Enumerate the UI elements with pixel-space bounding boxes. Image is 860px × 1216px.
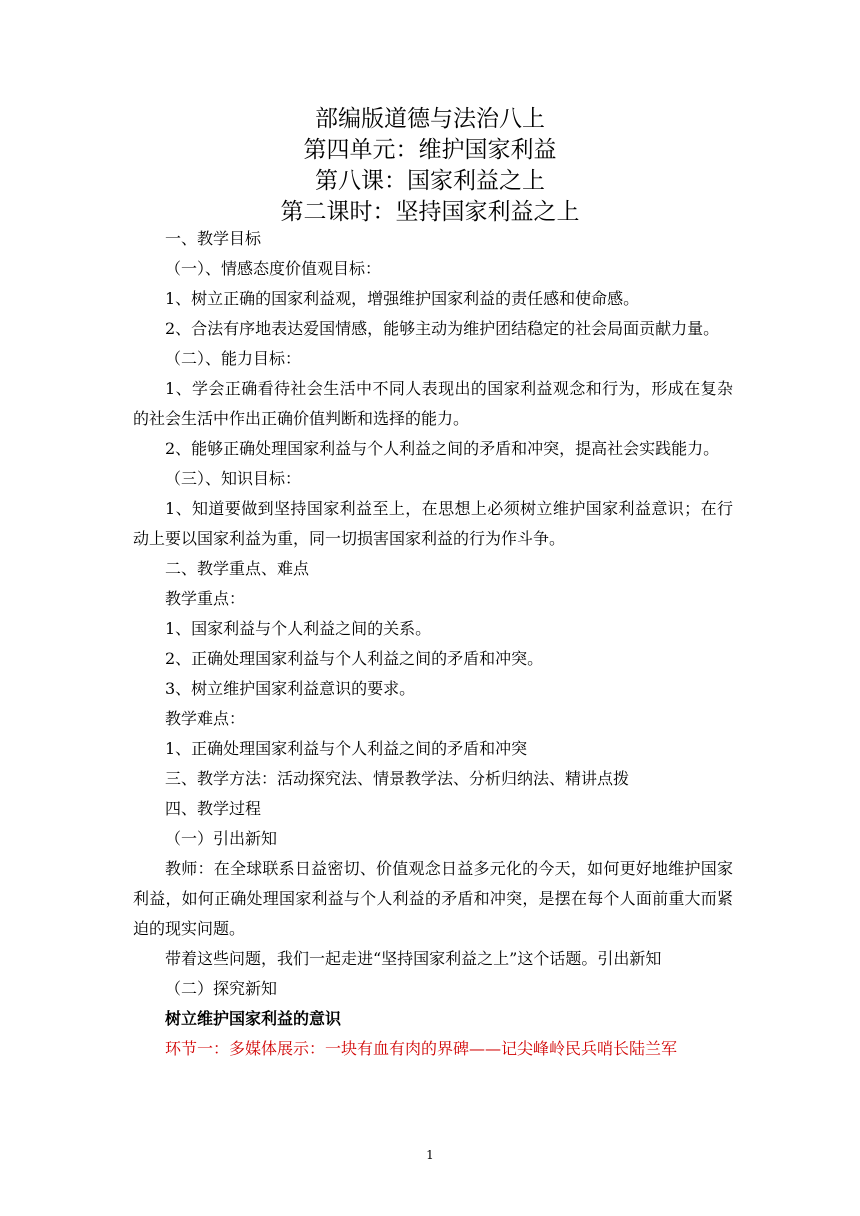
subsection-heading: （一）引出新知 — [165, 829, 278, 848]
paragraph: 1、正确处理国家利益与个人利益之间的矛盾和冲突 — [165, 739, 528, 758]
paragraph: 1、知道要做到坚持国家利益至上，在思想上必须树立维护国家利益意识；在行动上要以国家利益为重，同一切损害国家利益的行为作斗争。 — [133, 499, 733, 548]
paragraph: 2、合法有序地表达爱国情感，能够主动为维护团结稳定的社会局面贡献力量。 — [165, 319, 720, 338]
paragraph: 2、正确处理国家利益与个人利益之间的矛盾和冲突。 — [165, 649, 544, 668]
section-heading: 四、教学过程 — [165, 799, 262, 818]
paragraph: 教学难点： — [165, 709, 246, 728]
subsection-heading: （二）、能力目标： — [165, 349, 302, 368]
subsection-heading: （一）、情感态度价值观目标： — [165, 259, 382, 278]
title-line: 第二课时：坚持国家利益之上 — [280, 199, 580, 225]
paragraph: 1、树立正确的国家利益观，增强维护国家利益的责任感和使命感。 — [165, 289, 640, 308]
title-line: 第四单元：维护国家利益 — [303, 137, 557, 163]
section-heading: 三、教学方法：活动探究法、情景教学法、分析归纳法、精讲点拨 — [165, 769, 630, 788]
section-heading: 二、教学重点、难点 — [165, 559, 310, 578]
paragraph: 1、国家利益与个人利益之间的关系。 — [165, 619, 432, 638]
document-body — [133, 224, 733, 1064]
page-number: 1 — [426, 1148, 434, 1162]
paragraph: 教学重点： — [165, 589, 246, 608]
paragraph: 3、树立维护国家利益意识的要求。 — [165, 679, 416, 698]
title-line: 部编版道德与法治八上 — [315, 106, 545, 132]
title-block — [130, 104, 730, 228]
subsection-heading: （三）、知识目标： — [165, 469, 302, 488]
section-heading: 一、教学目标 — [165, 229, 262, 248]
subsection-heading: （二）探究新知 — [165, 979, 278, 998]
bold-heading: 树立维护国家利益的意识 — [165, 1009, 342, 1028]
title-line: 第八课：国家利益之上 — [315, 168, 545, 194]
paragraph: 2、能够正确处理国家利益与个人利益之间的矛盾和冲突，提高社会实践能力。 — [165, 439, 720, 458]
highlighted-paragraph: 环节一：多媒体展示：一块有血有肉的界碑——记尖峰岭民兵哨长陆兰军 — [165, 1039, 678, 1058]
paragraph: 1、学会正确看待社会生活中不同人表现出的国家利益观念和行为，形成在复杂的社会生活中作出正确价值判断和选择的能力。 — [133, 379, 733, 428]
paragraph: 带着这些问题，我们一起走进“坚持国家利益之上”这个话题。引出新知 — [165, 949, 662, 968]
paragraph: 教师：在全球联系日益密切、价值观念日益多元化的今天，如何更好地维护国家利益，如何正确处理国家利益与个人利益的矛盾和冲突，是摆在每个人面前重大而紧迫的现实问题。 — [133, 859, 733, 938]
